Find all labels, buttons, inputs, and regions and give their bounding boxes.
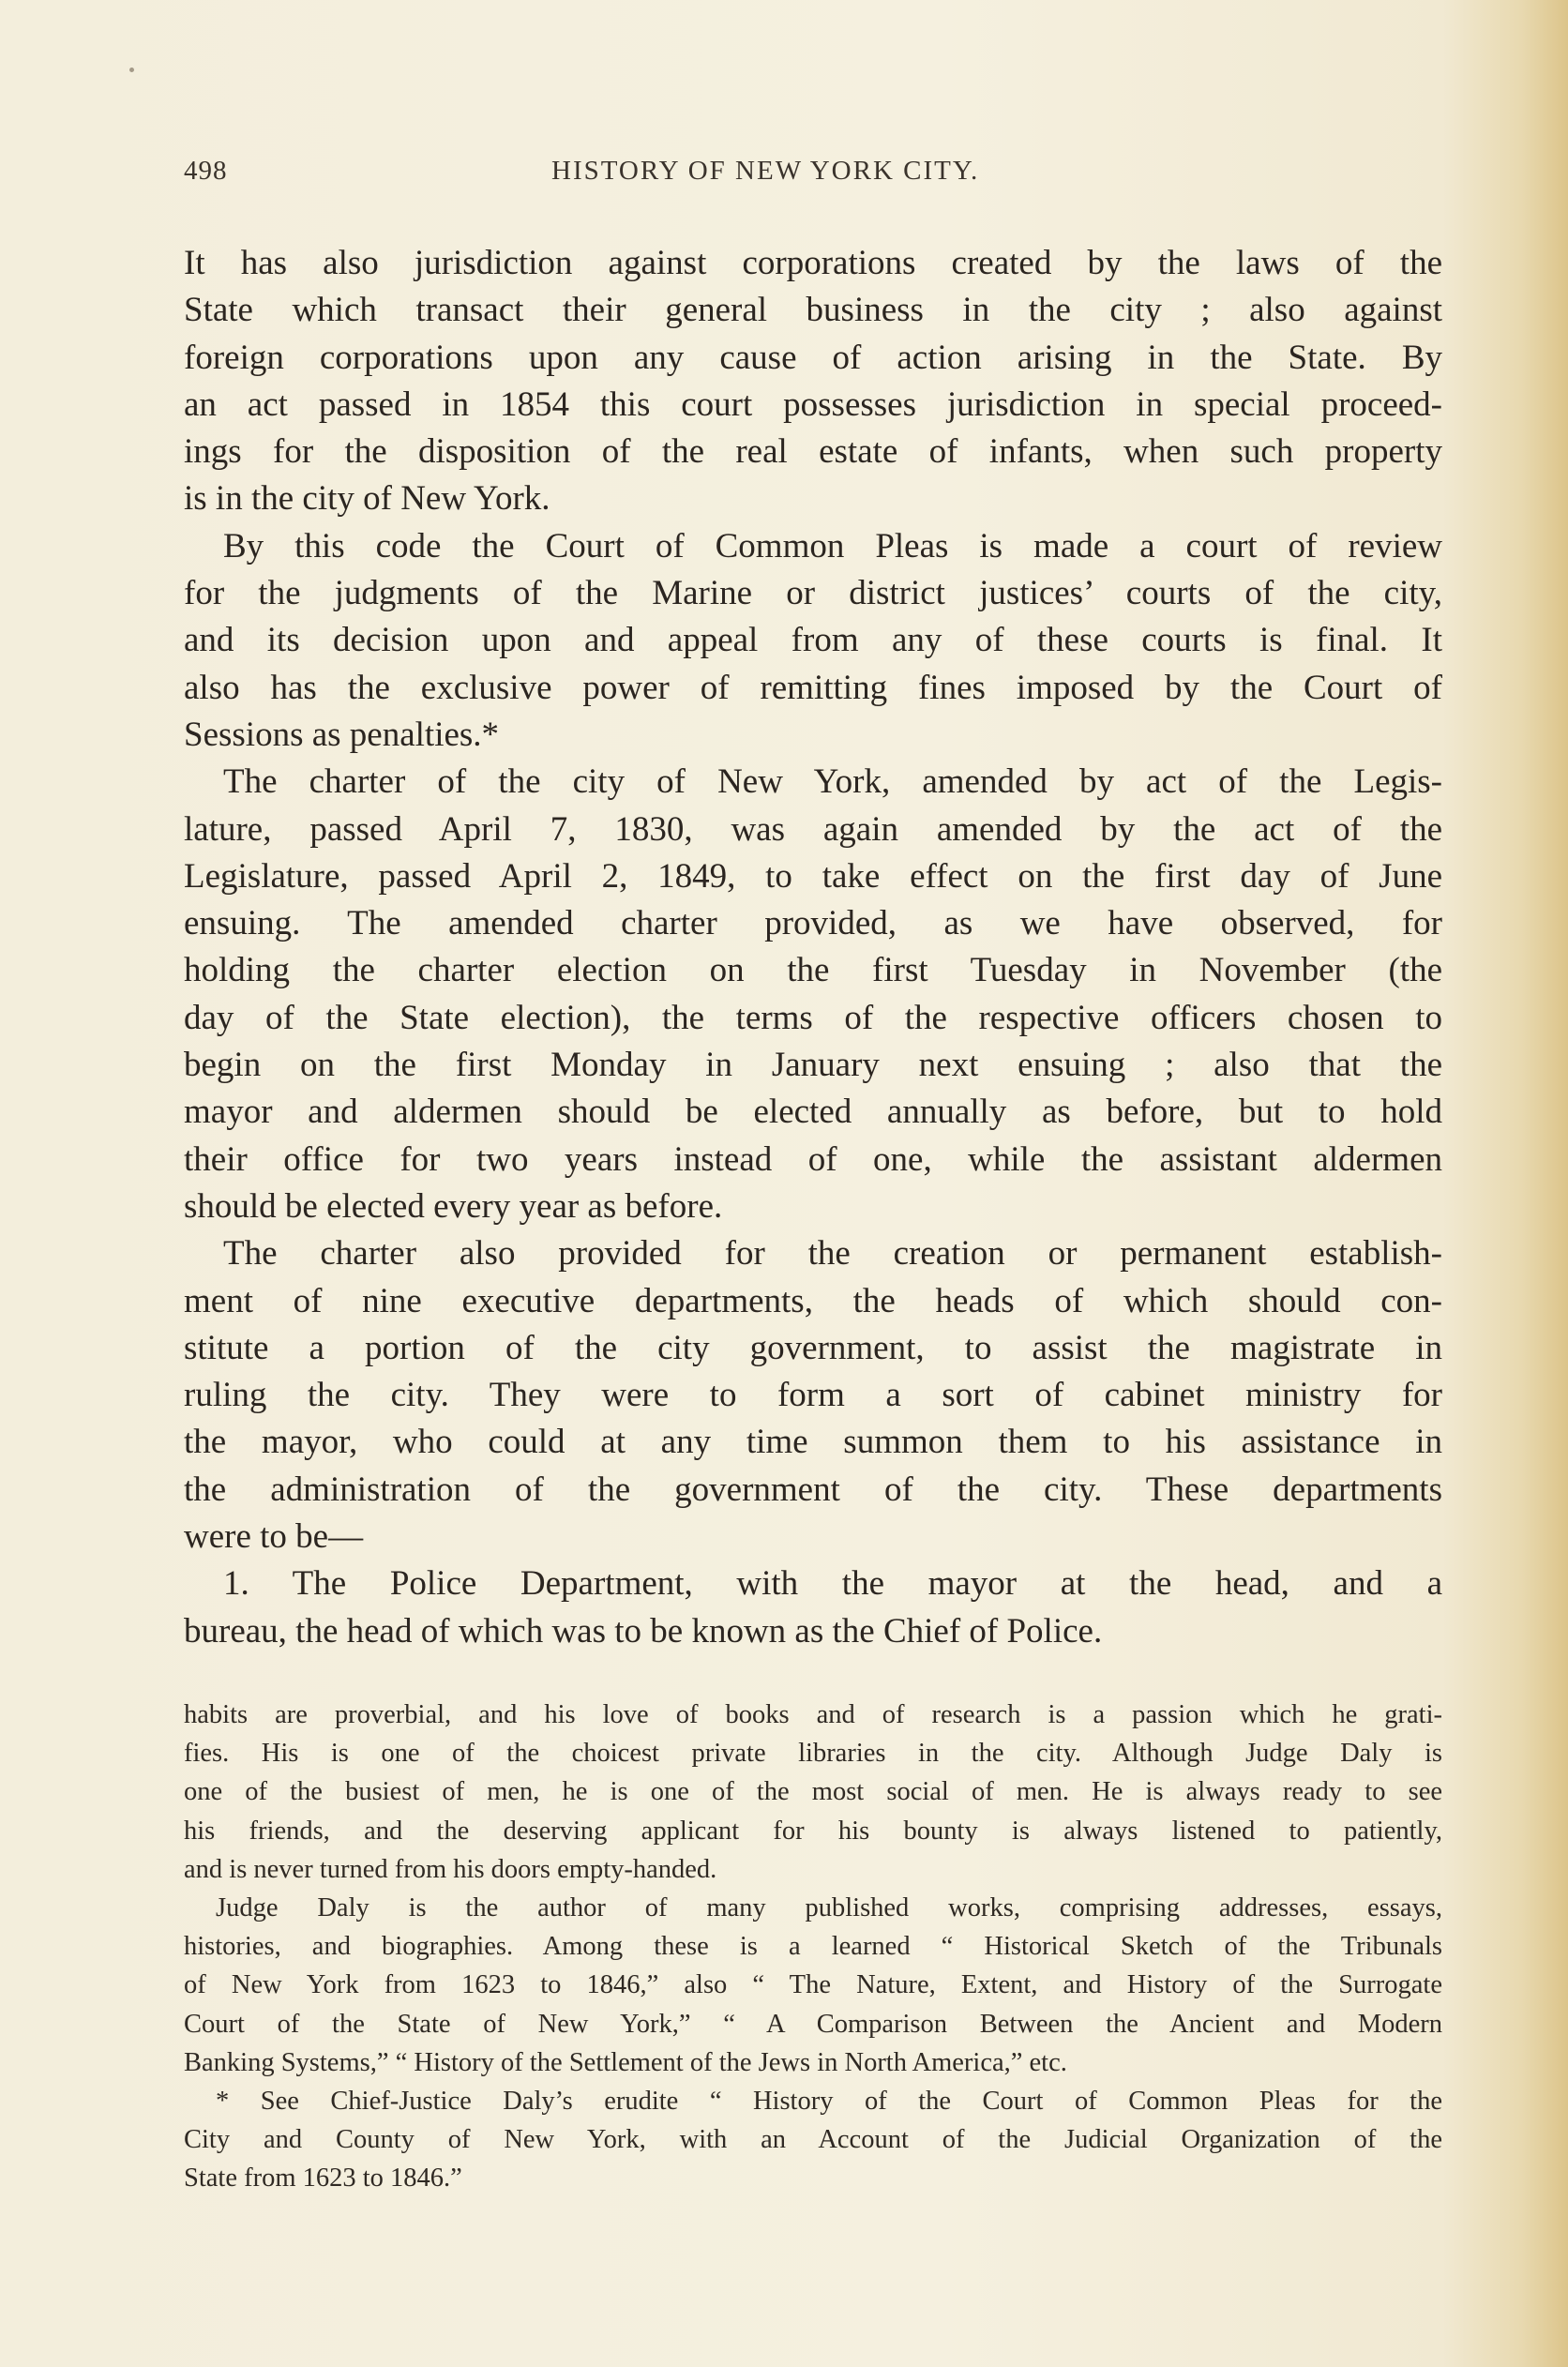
- running-title: HISTORY OF NEW YORK CITY.: [551, 156, 980, 186]
- body-line: day of the State election), the terms of the respective officers chosen to: [184, 998, 1442, 1037]
- body-line: lature, passed April 7, 1830, was again amended by the act of the: [184, 809, 1442, 849]
- footnote-line: histories, and biographies. Among these is a learned “ Historical Sketch of the Tribunals: [184, 1932, 1442, 1962]
- body-line: also has the exclusive power of remitting fines imposed by the Court of: [184, 668, 1442, 707]
- body-line: holding the charter election on the first Tuesday in November (the: [184, 951, 1442, 990]
- body-line: and its decision upon and appeal from any of these courts is final. It: [184, 621, 1442, 660]
- footnote-line: Judge Daly is the author of many published works, comprising addresses, essays,: [216, 1892, 1442, 1922]
- page-number: 498: [184, 156, 228, 186]
- body-line: bureau, the head of which was to be known as the Chief of Police.: [184, 1611, 1103, 1651]
- body-line: the mayor, who could at any time summon them to his assistance in: [184, 1423, 1442, 1462]
- body-line: mayor and aldermen should be elected annually as before, but to hold: [184, 1093, 1442, 1132]
- body-line: By this code the Court of Common Pleas is made a court of review: [223, 526, 1442, 565]
- body-line: for the judgments of the Marine or district justices’ courts of the city,: [184, 574, 1442, 613]
- page-header: [184, 156, 1440, 193]
- body-line: ensuing. The amended charter provided, as we have observed, for: [184, 904, 1442, 943]
- ink-speck: [129, 68, 134, 72]
- body-line: is in the city of New York.: [184, 479, 550, 519]
- main-text: [184, 240, 1442, 1655]
- body-line: the administration of the government of the city. These departments: [184, 1470, 1442, 1509]
- body-line: State which transact their general business in the city ; also against: [184, 291, 1442, 330]
- footnote-line: fies. His is one of the choicest private libraries in the city. Although Judge Daly is: [184, 1739, 1442, 1769]
- body-line: The charter of the city of New York, amended by act of the Legis-: [223, 762, 1442, 802]
- body-line: should be elected every year as before.: [184, 1186, 723, 1226]
- body-line: It has also jurisdiction against corporations created by the laws of the: [184, 244, 1442, 282]
- footnote-line: one of the busiest of men, he is one of the most social of men. He is always ready to see: [184, 1777, 1442, 1807]
- footnote-line: City and County of New York, with an Account of the Judicial Organization of the: [184, 2125, 1442, 2155]
- body-line: 1. The Police Department, with the mayor at the head, and a: [223, 1564, 1442, 1604]
- footnote-line: his friends, and the deserving applicant for his bounty is always listened to patiently,: [184, 1816, 1442, 1846]
- footnote-line: State from 1623 to 1846.”: [184, 2163, 462, 2194]
- body-line: The charter also provided for the creation or permanent establish-: [223, 1234, 1442, 1274]
- body-line: stitute a portion of the city government, to assist the magistrate in: [184, 1328, 1442, 1367]
- footnotes: [184, 1696, 1442, 2197]
- body-line: Legislature, passed April 2, 1849, to take effect on the first day of June: [184, 856, 1442, 896]
- body-line: an act passed in 1854 this court possesses jurisdiction in special proceed-: [184, 384, 1442, 424]
- footnote-line: Banking Systems,” “ History of the Settlement of the Jews in North America,” etc.: [184, 2047, 1067, 2077]
- body-line: were to be—: [184, 1517, 364, 1557]
- footnote-line: of New York from 1623 to 1846,” also “ The Nature, Extent, and History of the Surrogate: [184, 1970, 1442, 2000]
- body-line: ment of nine executive departments, the heads of which should con-: [184, 1281, 1442, 1320]
- footnote-line: * See Chief-Justice Daly’s erudite “ History of the Court of Common Pleas for the: [216, 2086, 1442, 2116]
- footnote-line: habits are proverbial, and his love of books and of research is a passion which he grati-: [184, 1700, 1442, 1729]
- footnote-line: Court of the State of New York,” “ A Comparison Between the Ancient and Modern: [184, 2009, 1442, 2039]
- body-line: their office for two years instead of one, while the assistant aldermen: [184, 1139, 1442, 1179]
- body-line: ings for the disposition of the real estate of infants, when such property: [184, 432, 1442, 472]
- body-line: foreign corporations upon any cause of action arising in the State. By: [184, 338, 1442, 377]
- body-line: begin on the first Monday in January next ensuing ; also that the: [184, 1046, 1442, 1085]
- footnote-line: and is never turned from his doors empty-handed.: [184, 1854, 717, 1884]
- body-line: ruling the city. They were to form a sort of cabinet ministry for: [184, 1376, 1442, 1415]
- body-line: Sessions as penalties.*: [184, 715, 500, 754]
